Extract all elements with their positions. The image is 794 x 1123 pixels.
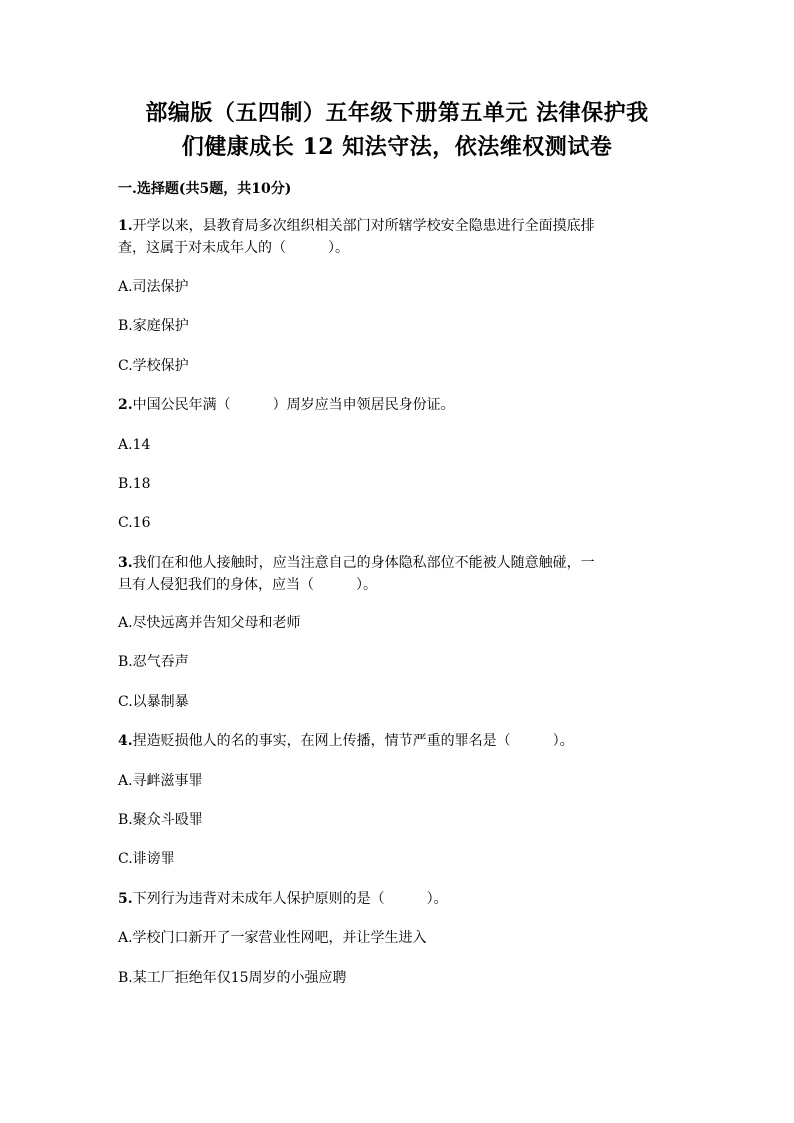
option-label: C.诽谤罪: [118, 851, 175, 867]
question-3-stem: [118, 552, 678, 596]
option-label: C.学校保护: [118, 358, 189, 374]
title-line-2: 们健康成长 12 知法守法，依法维权测试卷: [181, 134, 613, 160]
question-3-text-1: 我们在和他人接触时，应当注意自己的身体隐私部位不能被人随意触碰，一: [132, 555, 595, 571]
question-2-option-b: [118, 473, 678, 495]
option-label: C.以暴制暴: [118, 694, 189, 710]
question-4-option-c: [118, 848, 678, 870]
option-label: A.学校门口新开了一家营业性网吧，并让学生进入: [118, 930, 427, 946]
option-label: A.尽快远离并告知父母和老师: [118, 615, 301, 631]
question-5-option-a: [118, 927, 678, 949]
question-1-option-a: [118, 276, 678, 298]
option-label: B.忍气吞声: [118, 654, 189, 670]
question-3-line-1: [118, 552, 678, 574]
option-label: A.14: [118, 437, 151, 453]
question-5-text-1: 下列行为违背对未成年人保护原则的是（ ）。: [132, 891, 448, 907]
option-label: A.寻衅滋事罪: [118, 773, 203, 789]
question-3-text-2: 旦有人侵犯我们的身体，应当（ ）。: [118, 577, 377, 593]
question-1-option-b: [118, 315, 678, 337]
question-2-stem: [118, 394, 678, 416]
question-1-stem: [118, 215, 678, 259]
question-2-option-c: [118, 512, 678, 534]
question-4-line-1: [118, 730, 678, 752]
question-5-option-b: [118, 967, 678, 989]
question-4-stem: [118, 730, 678, 752]
section-heading: 一.选择题(共5题，共10分): [118, 181, 292, 197]
question-1-text-1: 开学以来，县教育局多次组织相关部门对所辖学校安全隐患进行全面摸底排: [132, 218, 595, 234]
question-2-number: 2.: [118, 397, 133, 413]
option-label: C.16: [118, 515, 151, 531]
question-5-number: 5.: [118, 891, 133, 907]
question-5-stem: [118, 888, 678, 910]
question-4-option-b: [118, 809, 678, 831]
title-line-1: 部编版（五四制）五年级下册第五单元 法律保护我: [145, 100, 649, 126]
question-4-option-a: [118, 770, 678, 792]
question-1-number: 1.: [118, 218, 133, 234]
option-label: B.聚众斗殴罪: [118, 812, 203, 828]
question-3-number: 3.: [118, 555, 133, 571]
question-3-option-a: [118, 612, 678, 634]
question-5-line-1: [118, 888, 678, 910]
question-2-text-1: 中国公民年满（ ）周岁应当申领居民身份证。: [132, 397, 455, 413]
question-3-option-c: [118, 691, 678, 713]
question-1-option-c: [118, 355, 678, 377]
option-label: B.某工厂拒绝年仅15周岁的小强应聘: [118, 970, 347, 986]
question-1-line-1: [118, 215, 678, 237]
question-4-number: 4.: [118, 733, 133, 749]
page-title: [100, 96, 694, 164]
question-2-option-a: [118, 434, 678, 456]
option-label: B.18: [118, 476, 151, 492]
question-1-text-2: 查，这属于对未成年人的（ ）。: [118, 240, 349, 256]
question-3-option-b: [118, 651, 678, 673]
question-2-line-1: [118, 394, 678, 416]
option-label: A.司法保护: [118, 279, 189, 295]
question-4-text-1: 捏造贬损他人的名的事实，在网上传播，情节严重的罪名是（ ）。: [132, 733, 574, 749]
option-label: B.家庭保护: [118, 318, 189, 334]
